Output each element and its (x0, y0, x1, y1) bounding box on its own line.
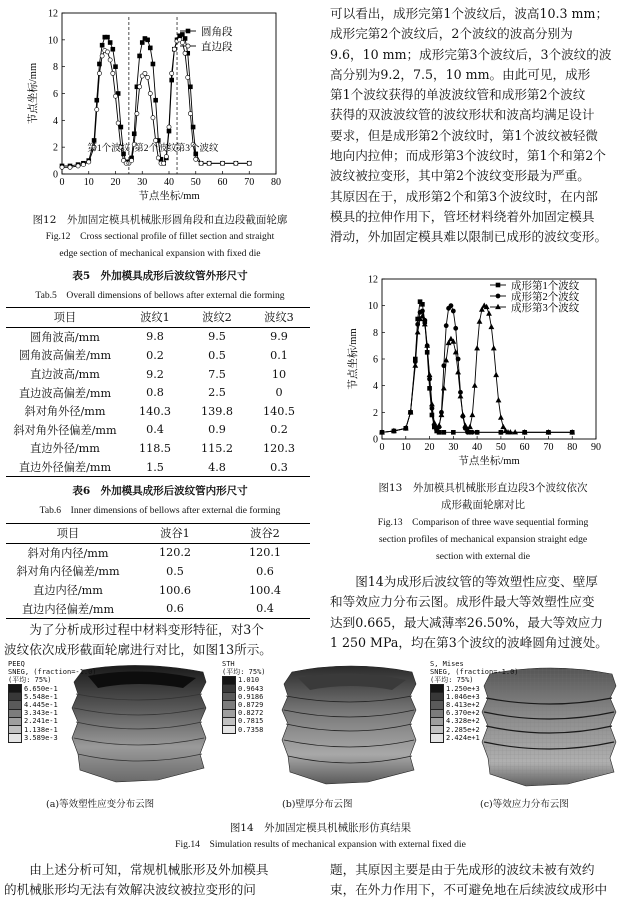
data-point (111, 71, 115, 75)
x-axis-label: 节点坐标/mm (458, 456, 520, 467)
legend-value: 2.241e-1 (24, 717, 58, 726)
y-tick-label: 8 (373, 327, 378, 339)
table-cell: 10 (271, 367, 287, 381)
data-point (207, 161, 211, 165)
x-tick-label: 50 (495, 442, 506, 453)
table-row (6, 543, 310, 562)
table-cell: 120.3 (262, 441, 296, 455)
text-line: 滑动，外加固定模具难以限制已成形的波纹变形。 (330, 229, 608, 245)
data-point (458, 394, 463, 398)
data-point (108, 58, 112, 62)
y-tick-label: 6 (373, 354, 378, 366)
legend (490, 279, 580, 314)
legend-c (430, 660, 519, 742)
x-tick-label: 20 (424, 442, 435, 453)
table-row (6, 458, 310, 477)
x-tick-label: 60 (519, 442, 530, 453)
y-tick-label: 6 (53, 89, 58, 100)
table5-caption-cn: 表5 外加模具成形后波纹管外形尺寸 (72, 270, 248, 282)
fig14-panel-a (8, 658, 213, 808)
fig14-panel-c (430, 658, 635, 808)
data-point (449, 304, 453, 308)
legend-header-line: SNEG, (fraction=-1.0) (430, 668, 519, 677)
table-row (6, 599, 310, 618)
text-line: 的机械胀形均无法有效解决波纹被拉变形的问 (4, 882, 256, 898)
table-header-cell: 波谷2 (250, 527, 280, 541)
data-point (220, 161, 224, 165)
fig14-caption-cn: 图14 外加固定模具机械胀形仿真结果 (229, 822, 412, 834)
text-line: 波纹依次成形截面轮廓进行对比，如图13所示。 (4, 642, 272, 658)
data-point (451, 430, 455, 434)
data-point (156, 156, 160, 160)
table-cell: 0.5 (208, 348, 226, 362)
legend-value: 3.343e-1 (24, 709, 58, 718)
text-line: 达到0.665，最大减薄率26.50%，最大等效应力 (330, 614, 603, 630)
text-line: 波纹被拉变形，其中第2个波纹变形最为严重。 (330, 168, 590, 184)
data-point (441, 386, 446, 390)
table-row (6, 581, 310, 600)
data-point (95, 108, 99, 112)
table-header-cell: 波纹1 (140, 311, 170, 325)
y-tick-label: 2 (53, 142, 58, 154)
legend-header-line: (平均: 75%) (430, 676, 474, 685)
data-point (460, 412, 465, 416)
bottom-left-paragraph (4, 860, 318, 901)
data-point (501, 424, 506, 428)
data-point (154, 98, 158, 102)
legend-value: 0.7358 (238, 725, 264, 734)
data-point (437, 423, 442, 427)
data-point (247, 161, 251, 165)
data-point (442, 430, 446, 434)
fig13-caption-en-1: Fig.13 Comparison of three wave sequential forming (377, 517, 589, 528)
fig14-panel-b (222, 658, 427, 808)
table-cell: 139.8 (200, 404, 234, 418)
x-tick-label: 10 (83, 177, 94, 188)
text-line: 成形完第2个波纹后，2个波纹的波高分别为 (330, 26, 573, 42)
legend-entry (222, 726, 266, 734)
legend-value: 8.413e+2 (446, 700, 480, 709)
legend-header-line: (平均: 75%) (222, 668, 266, 677)
fig14-panel-c-caption: (c)等效应力分布云图 (480, 799, 569, 810)
right-paragraph-2 (330, 572, 636, 653)
fig12-chart (0, 0, 320, 212)
data-point (470, 412, 475, 416)
text-line: 第1个波纹获得的单波波纹管和成形第2个波纹 (330, 87, 586, 103)
data-point (172, 47, 176, 51)
data-point (413, 363, 418, 367)
table-cell: 0.5 (166, 564, 184, 578)
data-point (494, 372, 499, 376)
text-line: 和等效应力分布云图。成形件最大等效塑性应变 (330, 594, 595, 610)
legend-value: 0.9186 (238, 692, 264, 701)
data-point (108, 41, 112, 45)
table-cell: 0.3 (270, 460, 288, 474)
fig14-panel-b-caption: (b)壁厚分布云图 (282, 799, 353, 810)
data-point (468, 424, 473, 428)
table-header-row (6, 524, 310, 544)
data-point (129, 158, 133, 162)
data-point (111, 47, 115, 51)
y-tick-label: 8 (53, 62, 58, 74)
table-cell: 2.5 (208, 386, 226, 400)
table5-caption-en: Tab.5 Overall dimensions of bellows after external die forming (35, 290, 285, 301)
legend-value: 2.424e+1 (446, 733, 480, 742)
table-row (6, 365, 310, 384)
data-point (432, 420, 437, 424)
text-line: 图14为成形后波纹管的等效塑性应变、壁厚 (355, 574, 598, 589)
data-point (146, 75, 150, 79)
x-tick-label: 70 (543, 442, 554, 453)
data-point (188, 85, 192, 89)
text-line: 高分别为9.2，7.5，10 mm。由此可见，成形 (330, 66, 591, 82)
x-tick-label: 10 (400, 442, 411, 453)
wave-annotation: 第1个波纹 (87, 144, 131, 154)
table-cell: 直边内径/mm (33, 584, 103, 598)
table-header-cell: 波纹2 (202, 311, 232, 325)
table-cell: 0.9 (208, 423, 226, 437)
data-point (186, 29, 190, 33)
table-row (6, 383, 310, 402)
table-row (6, 562, 310, 581)
table-cell: 斜对角内径偏差/mm (16, 565, 120, 579)
legend-value: 0.7815 (238, 717, 264, 726)
table-cell: 1.5 (146, 460, 164, 474)
data-point (138, 54, 142, 58)
fig12-caption-en-2: edge section of mechanical expansion with fixed die (59, 248, 261, 259)
y-tick-label: 0 (53, 169, 58, 181)
table-cell: 0.8 (146, 386, 164, 400)
data-point (496, 294, 500, 298)
table-cell: 直边外径/mm (30, 442, 100, 456)
legend-value: 2.285e+2 (446, 725, 480, 734)
data-point (76, 164, 80, 168)
y-tick-label: 10 (48, 35, 58, 47)
legend-label: 成形第2个波纹 (511, 291, 580, 303)
data-point (491, 346, 496, 350)
data-point (119, 125, 123, 129)
text-line: 地向内拉伸；而成形第3个波纹时，第1个和第2个 (330, 148, 606, 164)
data-point (489, 324, 494, 328)
y-tick-label: 2 (373, 407, 378, 419)
data-point (472, 383, 477, 387)
fig13-chart (330, 265, 640, 470)
legend-b (222, 660, 266, 734)
legend-label: 直边段 (201, 41, 233, 53)
table-header-row (6, 308, 310, 328)
fig12-caption-en-1: Fig.12 Cross sectional profile of fillet section and straight (45, 231, 275, 242)
text-line: 1 250 MPa，均在第3个波纹的波峰圆角过渡处。 (330, 634, 608, 650)
data-point (470, 430, 474, 434)
data-point (186, 44, 190, 48)
text-line: 束，在外力作用下，不可避免地在后续波纹成形中 (330, 882, 608, 898)
legend-a (8, 660, 97, 742)
legend-value: 6.370e+2 (446, 709, 480, 718)
legend-header-line: STH (222, 660, 235, 668)
text-line: 为了分析成形过程中材料变形特征，对3个 (29, 622, 264, 637)
table-cell: 直边内径偏差/mm (21, 602, 115, 616)
x-tick-label: 20 (110, 177, 121, 188)
data-point (60, 165, 64, 169)
data-point (100, 43, 104, 47)
data-point (151, 62, 155, 66)
table-cell: 9.5 (208, 330, 226, 344)
text-line: 要求，但是成形第2个波纹时，第1个波纹被轻微 (330, 127, 598, 143)
data-point (116, 121, 120, 125)
table-header-cell: 项目 (53, 311, 77, 325)
data-point (463, 423, 468, 427)
legend-value: 1.138e-1 (24, 725, 58, 734)
data-point (143, 71, 147, 75)
y-axis-label: 节点坐标/mm (28, 62, 39, 125)
data-point (475, 430, 479, 434)
legend-value: 1.046e+3 (446, 692, 480, 701)
legend-label: 成形第1个波纹 (511, 280, 580, 292)
table-cell: 0.1 (270, 348, 288, 362)
legend-value: 6.650e-1 (24, 684, 58, 693)
data-point (135, 112, 139, 116)
data-point (148, 46, 152, 50)
data-point (234, 161, 238, 165)
left-paragraph (4, 620, 318, 661)
right-paragraph-1 (330, 4, 636, 248)
legend-label: 成形第3个波纹 (511, 302, 580, 314)
data-point (420, 302, 424, 306)
legend-value: 1.010 (238, 676, 260, 685)
legend-entry (430, 734, 519, 742)
x-tick-label: 0 (59, 177, 65, 188)
fig13-caption-en-2: section profiles of mechanical expansion straight edge (378, 534, 588, 545)
legend (180, 25, 233, 53)
table-cell: 140.5 (262, 404, 296, 418)
data-point (113, 94, 117, 98)
x-tick-label: 40 (472, 442, 483, 453)
x-tick-label: 50 (190, 177, 201, 188)
data-point (167, 125, 171, 129)
table-cell: 斜对角内径/mm (27, 546, 109, 560)
x-tick-label: 70 (244, 177, 255, 188)
table5 (6, 307, 310, 477)
data-point (180, 32, 184, 36)
table-cell: 斜对角外径/mm (24, 405, 106, 419)
data-point (496, 283, 500, 287)
data-point (154, 138, 158, 142)
x-tick-label: 80 (567, 442, 578, 453)
x-tick-label: 80 (271, 177, 281, 188)
bottom-right-paragraph (330, 860, 636, 901)
fig12-caption-cn: 图12 外加固定模具机械胀形圆角段和直边段截面轮廓 (32, 214, 288, 226)
data-point (415, 330, 420, 334)
y-axis-label: 节点坐标/mm (348, 328, 359, 390)
table-cell: 圆角波高偏差/mm (18, 349, 112, 363)
data-point (146, 38, 150, 42)
table-row (6, 327, 310, 346)
data-point (186, 75, 190, 79)
legend-value: 0.8729 (238, 700, 264, 709)
table-cell: 120.1 (248, 546, 282, 560)
y-tick-label: 4 (53, 115, 58, 127)
legend-value: 4.328e+2 (446, 717, 480, 726)
data-point (427, 372, 432, 376)
table-cell: 118.5 (138, 441, 172, 455)
legend-header-line: S, Mises (430, 660, 464, 668)
fig13-caption-en-3: section with external die (435, 551, 531, 562)
legend-value: 1.250e+3 (446, 684, 480, 693)
legend-value: 4.445e-1 (24, 700, 58, 709)
table6-caption-en: Tab.6 Inner dimensions of bellows after external die forming (39, 505, 281, 516)
x-tick-label: 40 (164, 177, 174, 188)
data-point (451, 309, 455, 313)
data-point (170, 71, 174, 75)
table-cell: 0.6 (166, 602, 184, 616)
table-cell: 9.2 (146, 367, 164, 381)
data-point (105, 35, 109, 39)
data-point (162, 161, 166, 165)
data-point (430, 402, 435, 406)
table-cell: 115.2 (200, 441, 234, 455)
table-header-cell: 波纹3 (264, 311, 294, 325)
text-line: 其原因在于，成形第2个和第3个波纹时，在内部 (330, 188, 598, 204)
data-point (477, 319, 482, 323)
data-point (496, 398, 501, 402)
data-point (105, 50, 109, 54)
data-point (183, 51, 187, 55)
table6 (6, 523, 310, 619)
x-tick-label: 90 (591, 442, 601, 453)
table-cell: 直边波高偏差/mm (18, 386, 112, 400)
table-cell: 100.6 (158, 583, 192, 597)
data-point (188, 112, 192, 116)
data-point (475, 346, 480, 350)
wave-annotation: 第2个波纹 (134, 144, 177, 154)
y-tick-label: 12 (48, 8, 58, 20)
data-point (499, 430, 503, 434)
data-point (183, 36, 187, 40)
table-cell: 0.4 (256, 602, 274, 616)
x-axis-label: 节点坐标/mm (138, 191, 200, 202)
y-tick-label: 10 (368, 301, 378, 313)
table-row (6, 421, 310, 440)
fig14-panel-a-caption: (a)等效塑性应变分布云图 (46, 799, 155, 810)
data-point (95, 98, 99, 102)
table6-caption-cn: 表6 外加模具成形后波纹管内形尺寸 (72, 485, 248, 497)
data-point (100, 54, 104, 58)
data-point (87, 160, 91, 164)
legend-header-line: PEEQ (8, 660, 25, 668)
table-row (6, 402, 310, 421)
table-cell: 0.2 (270, 423, 288, 437)
legend-swatch (222, 725, 236, 734)
data-point (140, 41, 144, 45)
table-cell: 直边波高/mm (30, 368, 100, 382)
table-cell: 圆角波高/mm (30, 330, 100, 344)
data-point (114, 65, 118, 69)
table-cell: 斜对角外径偏差/mm (13, 423, 117, 437)
text-line: 获得的双波波纹管的波纹形状和波高均满足设计 (330, 107, 595, 123)
legend-header-line: (平均: 75%) (8, 676, 52, 685)
x-tick-label: 0 (379, 442, 385, 453)
table-cell: 140.3 (138, 404, 172, 418)
data-point (151, 116, 155, 120)
y-tick-label: 0 (373, 434, 378, 446)
table-header-cell: 项目 (56, 527, 80, 541)
table-cell: 9.8 (146, 330, 164, 344)
data-point (68, 165, 72, 169)
fig14-caption-en: Fig.14 Simulation results of mechanical expansion with external fixed die (175, 839, 466, 850)
legend-value: 3.589e-3 (24, 733, 58, 742)
table-cell: 直边外径偏差/mm (18, 461, 112, 475)
data-point (180, 40, 184, 44)
legend-label: 圆角段 (201, 26, 233, 38)
y-tick-label: 12 (368, 274, 378, 286)
table-cell: 9.9 (270, 330, 288, 344)
legend-value: 5.548e-1 (24, 692, 58, 701)
data-point (137, 85, 141, 89)
table-row (6, 439, 310, 458)
y-tick-label: 4 (373, 381, 378, 393)
table-cell: 0.4 (146, 423, 164, 437)
x-tick-label: 30 (448, 442, 459, 453)
x-tick-label: 60 (217, 177, 228, 188)
text-line: 可以看出，成形完第1个波纹后，波高10.3 mm； (330, 6, 609, 21)
text-line: 9.6，10 mm；成形完第3个波纹后，3个波纹的波 (330, 46, 612, 62)
data-point (148, 91, 152, 95)
wave-annotation: 第3个波纹 (175, 144, 219, 154)
text-line: 题，其原因主要是由于先成形的波纹未被有效约 (330, 862, 595, 877)
x-tick-label: 30 (137, 177, 148, 188)
data-point (444, 324, 448, 328)
legend-swatch (430, 733, 444, 742)
text-line: 由上述分析可知，常规机械胀形及外加模具 (29, 862, 269, 877)
table-cell: 0 (275, 386, 283, 400)
data-point (498, 415, 503, 419)
data-point (194, 157, 198, 161)
legend-entry (8, 734, 97, 742)
data-point (454, 326, 458, 330)
legend-header-line: SNEG, (fraction=-1.0) (8, 668, 97, 677)
table-cell: 4.8 (208, 460, 226, 474)
data-point (164, 154, 168, 158)
table-header-cell: 波谷1 (160, 527, 190, 541)
fig13-caption-cn-1: 图13 外加模具机械胀形直边段3个波纹依次 (378, 482, 588, 494)
table-cell: 0.6 (256, 564, 274, 578)
table-cell: 0.2 (146, 348, 164, 362)
legend-value: 0.9643 (238, 684, 264, 693)
legend-swatch (8, 733, 22, 742)
data-point (456, 370, 461, 374)
data-point (487, 311, 492, 315)
legend-value: 0.8272 (238, 709, 264, 718)
table-cell: 100.4 (248, 583, 282, 597)
table-cell: 7.5 (208, 367, 226, 381)
table-cell: 120.2 (158, 546, 192, 560)
data-point (81, 163, 85, 167)
data-point (97, 71, 101, 75)
table-row (6, 346, 310, 365)
text-line: 模具的拉伸作用下，管坯材料绕着外加固定模具 (330, 208, 595, 224)
fig13-caption-cn-2: 成形截面轮廓对比 (441, 499, 525, 511)
data-point (199, 161, 203, 165)
data-point (420, 309, 424, 313)
